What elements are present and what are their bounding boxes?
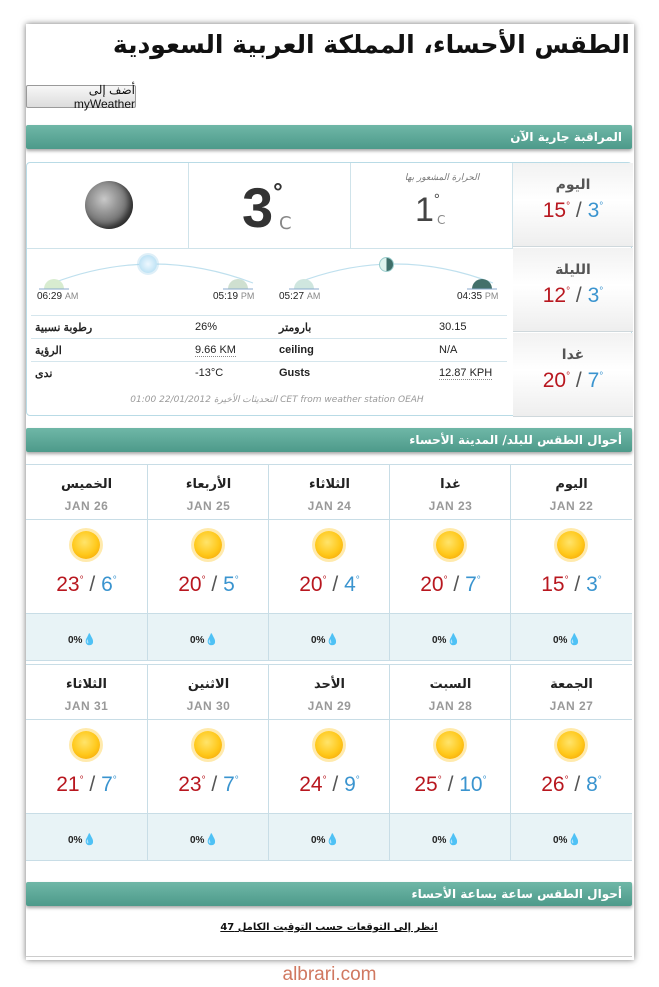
forecast-day[interactable]: [26, 665, 147, 861]
day-name: السبت: [429, 677, 472, 692]
sunny-icon: [315, 731, 343, 759]
current-temp-unit: C: [279, 213, 292, 234]
dew-point-value: -13°C: [195, 367, 224, 379]
sunset-icon: [223, 275, 253, 291]
day-temps: 20° / 7°: [420, 573, 481, 596]
raindrop-icon: 💧: [567, 834, 582, 846]
sunrise-icon: [39, 275, 69, 291]
moonrise-time: 05:27 AM: [279, 291, 321, 302]
day-name: الثلاثاء: [66, 677, 107, 692]
dew-point-label: ندى: [35, 368, 53, 380]
day-temps: 24° / 9°: [299, 773, 360, 796]
hourly-forecast-link[interactable]: انظر إلى التوقعات حسب التوقيت الكامل 47: [220, 922, 438, 933]
day-name: الثلاثاء: [309, 477, 350, 492]
stat-row: [31, 361, 507, 384]
barometer-label: بارومتر: [279, 322, 312, 334]
sunny-icon: [72, 531, 100, 559]
precip-chance: 0%💧: [190, 634, 219, 646]
sun-position-icon: [139, 255, 157, 273]
humidity-label: رطوبة نسبية: [35, 322, 93, 334]
watermark: albrari.com: [282, 964, 377, 985]
ceiling-value: N/A: [439, 344, 458, 356]
side-temps: 15° / 3°: [542, 199, 604, 222]
day-date: JAN 29: [307, 699, 352, 713]
day-date: JAN 25: [186, 499, 231, 513]
day-name: الاثنين: [187, 677, 230, 692]
side-tomorrow[interactable]: [513, 333, 633, 417]
precip-chance: 0%💧: [432, 634, 461, 646]
precip-chance: 0%💧: [553, 634, 582, 646]
day-name: غدا: [440, 477, 461, 492]
raindrop-icon: 💧: [325, 834, 340, 846]
day-date: JAN 23: [428, 499, 473, 513]
day-name: اليوم: [555, 477, 588, 492]
feels-like-temperature: 1°: [415, 191, 440, 229]
sunny-icon: [72, 731, 100, 759]
raindrop-icon: 💧: [446, 834, 461, 846]
moonrise-icon: [289, 275, 319, 291]
section-header-forecast: أحوال الطقس للبلد/ المدينة الأحساء: [26, 428, 632, 452]
gusts-value: 12.87 KPH: [439, 367, 493, 379]
precip-chance: 0%💧: [68, 634, 97, 646]
precip-chance: 0%💧: [311, 634, 340, 646]
sunset-time: 05:19 PM: [213, 291, 255, 302]
day-temps: 25° / 10°: [414, 773, 487, 796]
side-label: غدا: [561, 347, 585, 363]
precip-chance: 0%💧: [553, 834, 582, 846]
day-date: JAN 26: [64, 499, 109, 513]
forecast-day[interactable]: [510, 465, 631, 661]
day-date: JAN 28: [428, 699, 473, 713]
side-label: اليوم: [555, 177, 591, 193]
precip-chance: 0%💧: [311, 834, 340, 846]
current-temperature: 3°: [242, 176, 283, 239]
sunny-icon: [436, 531, 464, 559]
precip-chance: 0%💧: [432, 834, 461, 846]
day-date: JAN 24: [307, 499, 352, 513]
humidity-value: 26%: [195, 321, 218, 333]
sunrise-time: 06:29 AM: [37, 291, 79, 302]
last-updated: التحديثات الأخيرة 22/01/2012 01:00 CET from weather station OEAH: [130, 395, 424, 405]
section-header-hourly: أحوال الطقس ساعة بساعة الأحساء: [26, 882, 632, 906]
day-temps: 20° / 5°: [178, 573, 239, 596]
raindrop-icon: 💧: [204, 634, 219, 646]
sunny-icon: [436, 731, 464, 759]
raindrop-icon: 💧: [82, 834, 97, 846]
day-name: الأحد: [313, 677, 345, 692]
day-name: الأربعاء: [185, 477, 232, 492]
day-date: JAN 22: [549, 499, 594, 513]
sunny-icon: [557, 731, 585, 759]
day-name: الجمعة: [550, 677, 593, 692]
add-to-myweather-button[interactable]: أضف إلى myWeather: [26, 85, 136, 108]
day-temps: 20° / 4°: [299, 573, 360, 596]
sunny-icon: [315, 531, 343, 559]
raindrop-icon: 💧: [204, 834, 219, 846]
precip-chance: 0%💧: [190, 834, 219, 846]
forecast-day[interactable]: [268, 665, 389, 861]
stat-row: [31, 338, 507, 361]
side-temps: 20° / 7°: [542, 369, 604, 392]
hourly-table-top: [26, 956, 632, 960]
side-label: الليلة: [555, 262, 591, 278]
raindrop-icon: 💧: [446, 634, 461, 646]
forecast-day[interactable]: [26, 465, 147, 661]
raindrop-icon: 💧: [82, 634, 97, 646]
moon-cell: [27, 163, 189, 249]
forecast-day[interactable]: [389, 665, 510, 861]
forecast-grid-week1: [26, 464, 632, 664]
side-tonight[interactable]: [513, 248, 633, 332]
sunny-icon: [194, 531, 222, 559]
sunny-icon: [194, 731, 222, 759]
raindrop-icon: 💧: [567, 634, 582, 646]
ceiling-label: ceiling: [279, 344, 314, 356]
visibility-value: 9.66 KM: [195, 344, 236, 356]
day-temps: 15° / 3°: [541, 573, 602, 596]
gusts-label: Gusts: [279, 367, 311, 379]
moon-position-icon: [379, 257, 394, 272]
current-conditions-panel: [26, 162, 632, 416]
day-temps: 23° / 6°: [56, 573, 117, 596]
side-today[interactable]: [513, 163, 633, 247]
moonset-icon: [467, 275, 497, 291]
visibility-label: الرؤية: [35, 345, 62, 357]
day-temps: 23° / 7°: [178, 773, 239, 796]
feels-like-label: الحرارة المشعور بها: [404, 173, 480, 183]
grid-divider: [26, 719, 632, 720]
raindrop-icon: 💧: [325, 634, 340, 646]
moonset-time: 04:35 PM: [457, 291, 499, 302]
sunny-icon: [557, 531, 585, 559]
moon-icon: [85, 181, 133, 229]
day-date: JAN 27: [549, 699, 594, 713]
feels-like-unit: C: [437, 213, 446, 227]
forecast-day[interactable]: [147, 665, 268, 861]
day-temps: 26° / 8°: [541, 773, 602, 796]
section-header-current: المراقبة جارية الآن: [26, 125, 632, 149]
weather-page: [26, 24, 634, 960]
day-date: JAN 30: [186, 699, 231, 713]
grid-divider: [26, 519, 632, 520]
side-temps: 12° / 3°: [542, 284, 604, 307]
precip-chance: 0%💧: [68, 834, 97, 846]
day-name: الخميس: [60, 477, 113, 492]
forecast-day[interactable]: [389, 465, 510, 661]
day-date: JAN 31: [64, 699, 109, 713]
page-title: الطقس الأحساء، المملكة العربية السعودية: [112, 30, 630, 59]
forecast-day[interactable]: [510, 665, 631, 861]
forecast-day[interactable]: [147, 465, 268, 661]
barometer-value: 30.15: [439, 321, 467, 333]
stat-row: [31, 315, 507, 338]
forecast-day[interactable]: [268, 465, 389, 661]
forecast-grid-week2: [26, 664, 632, 864]
day-temps: 21° / 7°: [56, 773, 117, 796]
